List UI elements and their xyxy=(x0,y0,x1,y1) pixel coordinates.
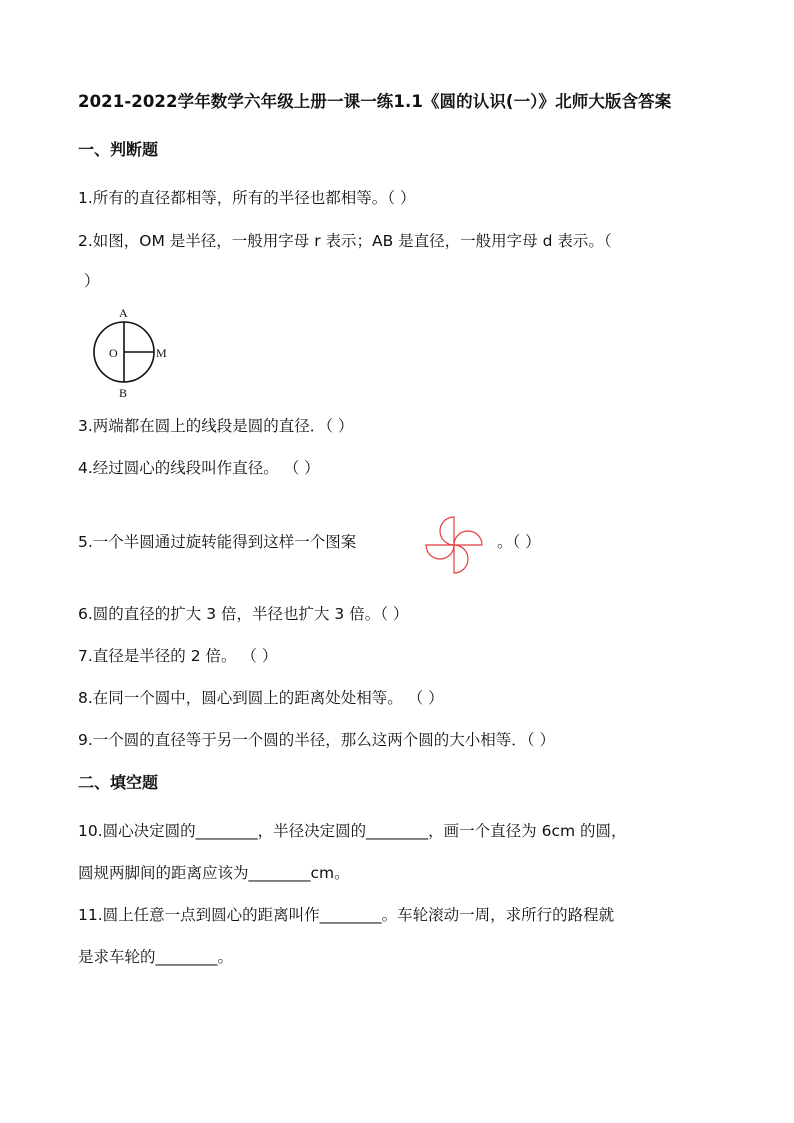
pinwheel-blades xyxy=(426,517,482,573)
pinwheel-blade-bottom xyxy=(454,545,468,573)
question-11-line-1: 11.圆上任意一点到圆心的距离叫作________。车轮滚动一周，求所行的路程就 xyxy=(78,906,615,924)
label-o: O xyxy=(109,346,118,360)
section-heading-judgement: 一、判断题 xyxy=(78,140,159,159)
question-2-line-1: 2.如图，OM 是半径，一般用字母 r 表示；AB 是直径，一般用字母 d 表示。（ xyxy=(78,232,612,250)
question-10-line-1: 10.圆心决定圆的________，半径决定圆的________，画一个直径为 6cm 的圆， xyxy=(78,822,627,840)
circle-diagram xyxy=(84,302,174,402)
question-1: 1.所有的直径都相等，所有的半径也都相等。（ ） xyxy=(78,189,416,207)
label-m: M xyxy=(156,346,167,360)
question-11-line-2: 是求车轮的________。 xyxy=(78,948,234,966)
question-4: 4.经过圆心的线段叫作直径。 （ ） xyxy=(78,459,320,477)
label-a: A xyxy=(119,306,128,320)
question-8: 8.在同一个圆中，圆心到圆上的距离处处相等。 （ ） xyxy=(78,689,444,707)
question-10-line-2: 圆规两脚间的距离应该为________cm。 xyxy=(78,864,350,882)
section-heading-fill-in: 二、填空题 xyxy=(78,773,159,792)
question-5-suffix: 。（ ） xyxy=(497,533,541,551)
question-3: 3.两端都在圆上的线段是圆的直径．（ ） xyxy=(78,417,354,435)
question-5-prefix: 5.一个半圆通过旋转能得到这样一个图案 xyxy=(78,533,357,551)
pinwheel-figure xyxy=(416,515,494,577)
question-2-line-2: ） xyxy=(84,272,100,290)
question-6: 6.圆的直径的扩大 3 倍，半径也扩大 3 倍。（ ） xyxy=(78,605,409,623)
page-title: 2021-2022学年数学六年级上册一课一练1.1《圆的认识(一）》北师大版含答案 xyxy=(78,92,672,111)
question-7: 7.直径是半径的 2 倍。 （ ） xyxy=(78,647,278,665)
pinwheel-blade-right xyxy=(454,531,482,545)
pinwheel-blade-left xyxy=(426,545,454,559)
pinwheel-blade-top xyxy=(440,517,454,545)
label-b: B xyxy=(119,386,128,400)
question-9: 9.一个圆的直径等于另一个圆的半径，那么这两个圆的大小相等．（ ） xyxy=(78,731,555,749)
